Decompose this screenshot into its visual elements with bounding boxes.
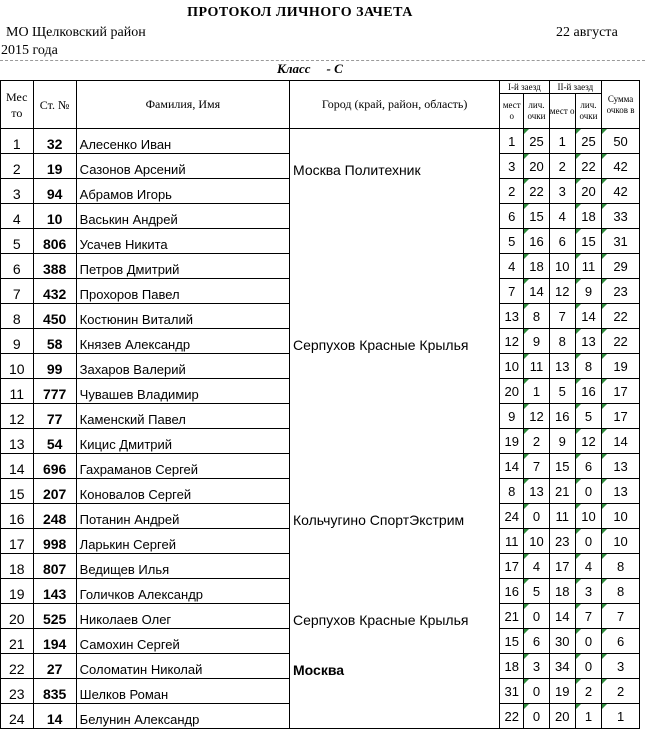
heat1-place-cell: 21 [500,604,524,629]
city-cell [290,129,500,154]
athlete-name-cell: Алесенко Иван [76,129,289,154]
start-number-cell: 998 [33,529,76,554]
heat1-place-cell: 9 [500,404,524,429]
heat2-place-cell: 7 [549,304,575,329]
place-cell: 9 [1,329,34,354]
place-cell: 23 [1,679,34,704]
heat1-place-cell: 13 [500,304,524,329]
heat1-place-cell: 6 [500,204,524,229]
heat1-points-cell: 0 [524,704,549,729]
heat2-place-cell: 14 [549,604,575,629]
city-cell [290,254,500,279]
place-cell: 22 [1,654,34,679]
heat1-points-cell: 25 [524,129,549,154]
table-row [1,279,640,304]
athlete-name-cell: Ларькин Сергей [76,529,289,554]
heat1-points-cell: 7 [524,454,549,479]
athlete-name-cell: Потанин Андрей [76,504,289,529]
event-year: 2015 года [1,43,58,58]
total-points-cell: 14 [602,429,640,454]
athlete-name-cell: Чувашев Владимир [76,379,289,404]
heat2-place-cell: 20 [549,704,575,729]
city-cell [290,704,500,729]
heat2-points-cell: 12 [575,429,601,454]
heat1-place-cell: 1 [500,129,524,154]
heat1-points-cell: 1 [524,379,549,404]
heat2-points-cell: 16 [575,379,601,404]
city-cell [290,479,500,504]
total-points-cell: 8 [602,554,640,579]
table-row [1,129,640,154]
total-points-cell: 3 [602,654,640,679]
heat2-place-cell: 21 [549,479,575,504]
heat2-place-cell: 6 [549,229,575,254]
athlete-name-cell: Каменский Павел [76,404,289,429]
table-row [1,304,640,329]
heat2-place-cell: 9 [549,429,575,454]
start-number-cell: 248 [33,504,76,529]
start-number-cell: 806 [33,229,76,254]
heat1-points-cell: 12 [524,404,549,429]
heat1-place-cell: 17 [500,554,524,579]
start-number-cell: 77 [33,404,76,429]
heat2-points-cell: 15 [575,229,601,254]
heat1-points-cell: 0 [524,504,549,529]
heat2-place-cell: 10 [549,254,575,279]
heat1-points-cell: 20 [524,154,549,179]
heat2-points-cell: 7 [575,604,601,629]
heat1-place-cell: 3 [500,154,524,179]
table-row [1,379,640,404]
heat1-points-cell: 16 [524,229,549,254]
heat2-place-cell: 1 [549,129,575,154]
total-points-cell: 50 [602,129,640,154]
heat2-points-cell: 5 [575,404,601,429]
heat1-place-cell: 2 [500,179,524,204]
heat2-points-cell: 9 [575,279,601,304]
table-row [1,504,640,529]
heat1-points-cell: 2 [524,429,549,454]
heat1-place-cell: 19 [500,429,524,454]
start-number-cell: 696 [33,454,76,479]
heat1-points-cell: 11 [524,354,549,379]
heat1-place-cell: 31 [500,679,524,704]
place-cell: 14 [1,454,34,479]
heat2-points-cell: 2 [575,679,601,704]
city-cell: Серпухов Красные Крылья [290,329,500,354]
total-points-cell: 7 [602,604,640,629]
athlete-name-cell: Ведищев Илья [76,554,289,579]
col-heat1-place-header: мест о [500,94,524,129]
class-label [277,61,343,77]
total-points-cell: 23 [602,279,640,304]
athlete-name-cell: Голичков Александр [76,579,289,604]
place-cell: 3 [1,179,34,204]
col-sum-header: Сумма очков в [602,81,640,129]
heat2-place-cell: 4 [549,204,575,229]
organizer-name: МО Щелковский район [6,25,146,40]
start-number-cell: 388 [33,254,76,279]
heat1-points-cell: 0 [524,604,549,629]
heat1-place-cell: 10 [500,354,524,379]
heat1-place-cell: 14 [500,454,524,479]
heat1-points-cell: 14 [524,279,549,304]
total-points-cell: 31 [602,229,640,254]
athlete-name-cell: Белунин Александр [76,704,289,729]
heat2-points-cell: 22 [575,154,601,179]
start-number-cell: 450 [33,304,76,329]
total-points-cell: 17 [602,404,640,429]
start-number-cell: 58 [33,329,76,354]
heat2-points-cell: 0 [575,654,601,679]
table-row [1,329,640,354]
heat2-place-cell: 23 [549,529,575,554]
start-number-cell: 19 [33,154,76,179]
start-number-cell: 194 [33,629,76,654]
place-cell: 1 [1,129,34,154]
heat2-place-cell: 17 [549,554,575,579]
start-number-cell: 99 [33,354,76,379]
athlete-name-cell: Кицис Дмитрий [76,429,289,454]
heat1-points-cell: 22 [524,179,549,204]
heat2-place-cell: 13 [549,354,575,379]
heat2-points-cell: 3 [575,579,601,604]
start-number-cell: 143 [33,579,76,604]
class-value: - С [326,61,343,76]
col-heat2-points-header: лич. очки [575,94,601,129]
total-points-cell: 6 [602,629,640,654]
city-cell [290,304,500,329]
place-cell: 4 [1,204,34,229]
place-cell: 19 [1,579,34,604]
city-cell [290,379,500,404]
heat2-points-cell: 8 [575,354,601,379]
heat1-place-cell: 24 [500,504,524,529]
city-cell [290,204,500,229]
heat1-points-cell: 5 [524,579,549,604]
table-row [1,629,640,654]
total-points-cell: 2 [602,679,640,704]
place-cell: 21 [1,629,34,654]
heat2-place-cell: 8 [549,329,575,354]
place-cell: 6 [1,254,34,279]
athlete-name-cell: Костюнин Виталий [76,304,289,329]
place-cell: 15 [1,479,34,504]
city-cell [290,429,500,454]
col-heat1-header: I-й заезд [500,81,549,94]
start-number-cell: 94 [33,179,76,204]
col-heat1-points-header: лич. очки [524,94,549,129]
table-row [1,154,640,179]
heat1-place-cell: 11 [500,529,524,554]
total-points-cell: 13 [602,454,640,479]
table-row [1,704,640,729]
start-number-cell: 807 [33,554,76,579]
heat1-place-cell: 15 [500,629,524,654]
city-cell: Москва Политехник [290,154,500,179]
heat1-place-cell: 18 [500,654,524,679]
heat1-points-cell: 4 [524,554,549,579]
heat2-points-cell: 1 [575,704,601,729]
start-number-cell: 432 [33,279,76,304]
start-number-cell: 54 [33,429,76,454]
heat2-place-cell: 5 [549,379,575,404]
table-row [1,254,640,279]
city-cell: Серпухов Красные Крылья [290,604,500,629]
heat1-place-cell: 16 [500,579,524,604]
start-number-cell: 835 [33,679,76,704]
col-heat2-header: II-й заезд [549,81,602,94]
athlete-name-cell: Усачев Никита [76,229,289,254]
heat2-place-cell: 15 [549,454,575,479]
heat2-place-cell: 12 [549,279,575,304]
total-points-cell: 33 [602,204,640,229]
total-points-cell: 8 [602,579,640,604]
athlete-name-cell: Самохин Сергей [76,629,289,654]
heat1-place-cell: 20 [500,379,524,404]
place-cell: 7 [1,279,34,304]
heat1-place-cell: 4 [500,254,524,279]
table-row [1,479,640,504]
heat2-place-cell: 3 [549,179,575,204]
heat1-points-cell: 8 [524,304,549,329]
city-cell: Кольчугино СпортЭкстрим [290,504,500,529]
start-number-cell: 777 [33,379,76,404]
total-points-cell: 1 [602,704,640,729]
table-row [1,654,640,679]
athlete-name-cell: Васькин Андрей [76,204,289,229]
start-number-cell: 14 [33,704,76,729]
city-cell [290,579,500,604]
total-points-cell: 10 [602,504,640,529]
table-row [1,679,640,704]
heat1-place-cell: 12 [500,329,524,354]
heat1-points-cell: 13 [524,479,549,504]
city-cell [290,404,500,429]
heat2-points-cell: 6 [575,454,601,479]
table-row [1,404,640,429]
athlete-name-cell: Князев Александр [76,329,289,354]
class-label-text: Класс [277,61,311,76]
athlete-name-cell: Николаев Олег [76,604,289,629]
total-points-cell: 42 [602,154,640,179]
heat2-place-cell: 16 [549,404,575,429]
heat2-points-cell: 14 [575,304,601,329]
start-number-cell: 525 [33,604,76,629]
place-cell: 10 [1,354,34,379]
table-row [1,529,640,554]
heat2-points-cell: 0 [575,529,601,554]
total-points-cell: 22 [602,329,640,354]
start-number-cell: 27 [33,654,76,679]
heat1-points-cell: 9 [524,329,549,354]
heat1-points-cell: 6 [524,629,549,654]
table-row [1,354,640,379]
city-cell [290,454,500,479]
col-place-header: Мес то [1,81,34,129]
city-cell [290,229,500,254]
athlete-name-cell: Захаров Валерий [76,354,289,379]
place-cell: 24 [1,704,34,729]
athlete-name-cell: Гахраманов Сергей [76,454,289,479]
heat1-points-cell: 15 [524,204,549,229]
city-cell [290,354,500,379]
heat2-points-cell: 4 [575,554,601,579]
total-points-cell: 17 [602,379,640,404]
col-city-header: Город (край, район, область) [290,81,500,129]
place-cell: 20 [1,604,34,629]
event-date: 22 августа [556,25,618,40]
athlete-name-cell: Соломатин Николай [76,654,289,679]
place-cell: 18 [1,554,34,579]
place-cell: 16 [1,504,34,529]
total-points-cell: 10 [602,529,640,554]
heat1-points-cell: 18 [524,254,549,279]
heat2-points-cell: 25 [575,129,601,154]
athlete-name-cell: Абрамов Игорь [76,179,289,204]
heat2-points-cell: 11 [575,254,601,279]
heat1-place-cell: 8 [500,479,524,504]
table-row [1,179,640,204]
city-cell [290,679,500,704]
table-row [1,604,640,629]
heat2-place-cell: 18 [549,579,575,604]
heat2-points-cell: 18 [575,204,601,229]
athlete-name-cell: Сазонов Арсений [76,154,289,179]
heat2-points-cell: 0 [575,479,601,504]
athlete-name-cell: Прохоров Павел [76,279,289,304]
heat1-place-cell: 22 [500,704,524,729]
results-table [0,80,640,729]
total-points-cell: 42 [602,179,640,204]
place-cell: 8 [1,304,34,329]
heat2-place-cell: 19 [549,679,575,704]
total-points-cell: 29 [602,254,640,279]
heat1-points-cell: 10 [524,529,549,554]
heat2-points-cell: 20 [575,179,601,204]
table-row [1,579,640,604]
athlete-name-cell: Шелков Роман [76,679,289,704]
place-cell: 11 [1,379,34,404]
city-cell [290,629,500,654]
col-start-number-header: Ст. № [33,81,76,129]
place-cell: 17 [1,529,34,554]
heat2-place-cell: 34 [549,654,575,679]
table-row [1,429,640,454]
table-row [1,229,640,254]
city-cell [290,279,500,304]
heat1-points-cell: 3 [524,654,549,679]
total-points-cell: 19 [602,354,640,379]
heat1-points-cell: 0 [524,679,549,704]
city-cell [290,529,500,554]
heat2-points-cell: 0 [575,629,601,654]
heat2-place-cell: 2 [549,154,575,179]
heat2-place-cell: 30 [549,629,575,654]
athlete-name-cell: Петров Дмитрий [76,254,289,279]
heat1-place-cell: 7 [500,279,524,304]
start-number-cell: 32 [33,129,76,154]
place-cell: 13 [1,429,34,454]
col-heat2-place-header: мест о [549,94,575,129]
protocol-title: ПРОТОКОЛ ЛИЧНОГО ЗАЧЕТА [187,5,413,20]
total-points-cell: 13 [602,479,640,504]
heat2-points-cell: 10 [575,504,601,529]
table-row [1,554,640,579]
col-name-header: Фамилия, Имя [76,81,289,129]
place-cell: 2 [1,154,34,179]
start-number-cell: 10 [33,204,76,229]
place-cell: 5 [1,229,34,254]
heat2-place-cell: 11 [549,504,575,529]
city-cell: Москва [290,654,500,679]
total-points-cell: 22 [602,304,640,329]
place-cell: 12 [1,404,34,429]
heat1-place-cell: 5 [500,229,524,254]
start-number-cell: 207 [33,479,76,504]
city-cell [290,179,500,204]
city-cell [290,554,500,579]
table-row [1,204,640,229]
heat2-points-cell: 13 [575,329,601,354]
athlete-name-cell: Коновалов Сергей [76,479,289,504]
table-row [1,454,640,479]
